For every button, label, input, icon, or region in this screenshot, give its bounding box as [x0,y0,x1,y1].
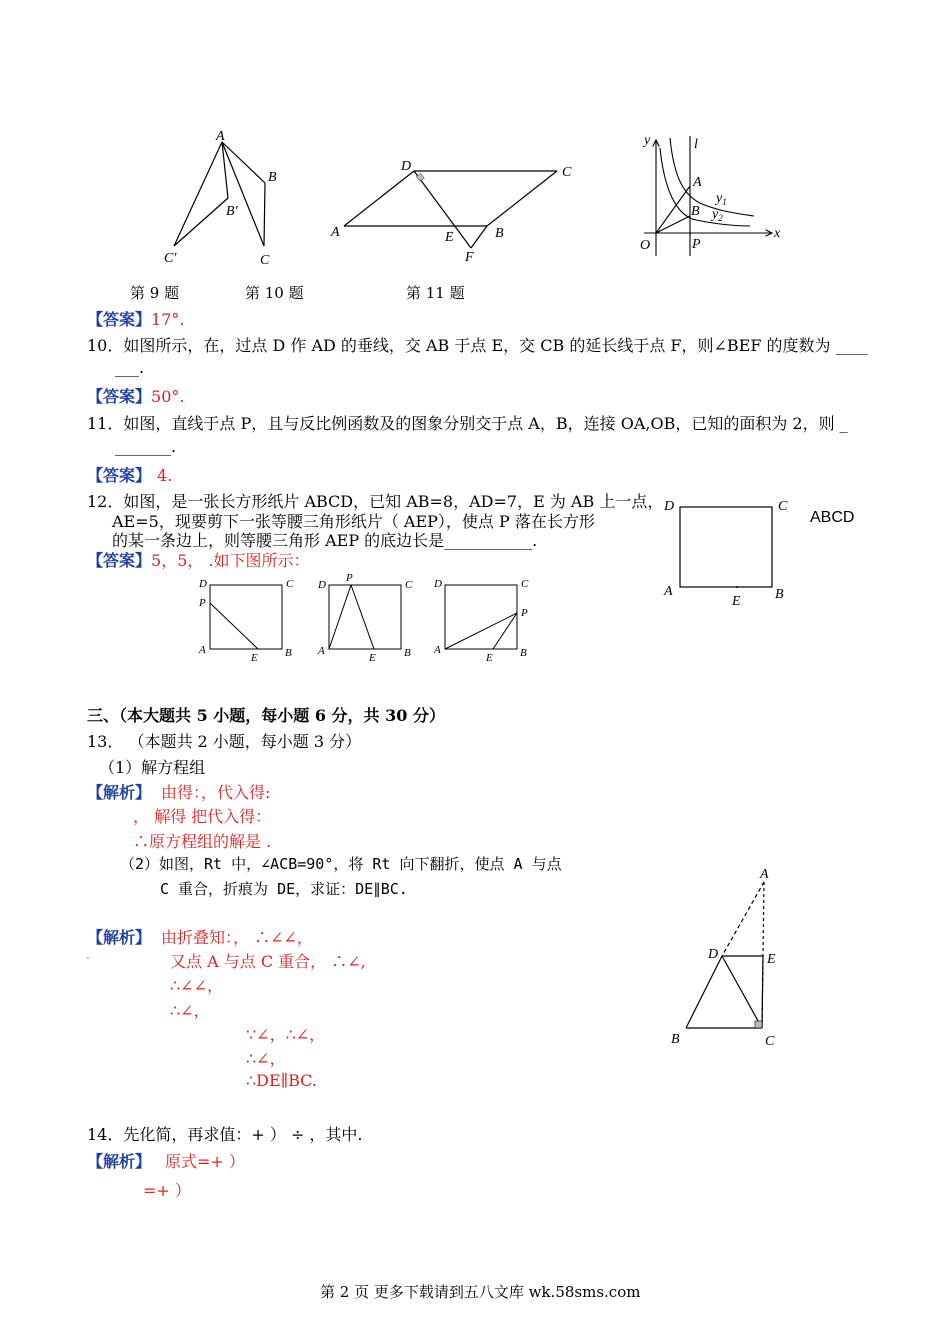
f3-label-A: A [434,644,441,656]
answer-q9-value: 17°. [151,310,185,329]
f2-label-C: C [405,579,413,591]
question-12-line3: 的某一条边上，则等腰三角形 AEP 的底边长是___________. [112,531,538,550]
f2-label-P: P [346,572,353,584]
solution-13-2-line6: ∴∠， [246,1049,286,1068]
answer-q9 [87,307,184,330]
analysis-tag: 【解析】 [87,1152,152,1171]
question-12-line2: AE=5，现要剪下一张等腰三角形纸片（ AEP），使点 P 落在长方形 [112,512,595,531]
answer-tag: 【答案】 [87,310,152,329]
fig12-label-C: C [778,499,788,514]
solution-13-1-line2: ， 解得 把代入得： [133,807,272,826]
fig11-label-l: l [694,137,698,152]
f1-label-P: P [199,597,206,609]
fig13-label-A: A [760,867,769,882]
fig10-label-A: A [331,225,340,240]
question-14: 14．先化简，再求值：+ ） ÷ ，其中. [87,1125,363,1144]
f2-label-A: A [318,645,325,657]
figure-q9 [150,128,290,273]
f1-label-D: D [199,578,207,590]
fig11-label-P: P [692,237,701,252]
answer-q12 [87,548,310,571]
answer-q10-value: 50°. [151,387,185,406]
f1-label-C: C [286,578,294,590]
f3-label-D: D [434,578,442,590]
fig11-label-B: B [691,204,700,219]
caption-q11: 第 11 题 [406,284,465,302]
fig13-label-D: D [708,947,719,962]
solution-13-2-line3: ∴∠∠， [170,976,223,995]
f2-label-D: D [318,579,326,591]
fig12-label-D: D [664,499,675,514]
fig11-label-x: x [774,226,781,241]
solution-13-2-text1: 由折叠知：， ∴∠∠， [161,928,313,947]
section-3-title: 三、（本大题共 5 小题，每小题 6 分，共 30 分） [87,706,445,725]
question-12-side-label: ABCD [810,509,855,526]
fig9-label-B: B [268,170,277,185]
solution-13-2-line2: 又点 A 与点 C 重合， ∴∠, [170,952,366,971]
answer-q12-figure-2 [315,570,420,665]
fig11-label-O: O [640,238,651,253]
fig9-label-Bp: B′ [226,204,238,219]
question-11-cont: _______. [115,437,177,456]
f1-label-A: A [199,644,206,656]
question-11: 11．如图，直线于点 P，且与反比例函数及的图象分别交于点 A，B，连接 OA,OB，已知的面积为 2，则 _ [87,414,848,433]
fig12-label-A: A [664,584,673,599]
question-10-cont: ___. [115,358,145,377]
fig10-label-C: C [562,165,572,180]
answer-q12-value: 5，5， .如下图所示： [151,551,310,570]
fig10-label-E: E [445,230,454,245]
figure-q10 [326,152,586,267]
answer-q11-value: 4. [157,466,173,485]
f2-label-E: E [369,652,376,664]
fig9-label-Cp: C′ [164,251,177,266]
page-footer: 第 2 页 更多下载请到五八文库 wk.58sms.com [320,1283,641,1301]
fig11-label-A: A [693,175,702,190]
figure-q12 [660,492,795,612]
stray-dot: . [86,948,90,962]
solution-13-2-line7: ∴DE∥BC. [246,1071,317,1090]
figure-q13 [664,860,794,1055]
solution-13-2-line4: ∴∠， [170,1001,210,1020]
answer-q12-figure-3 [431,573,536,665]
question-13-part2-line1: （2）如图，Rt 中，∠ACB=90°，将 Rt 向下翻折，使点 A 与点 [120,855,562,873]
solution-13-1-text1: 由得：，代入得: [161,783,271,802]
fig10-label-D: D [401,159,412,174]
fig13-label-E: E [767,952,776,967]
solution-14-line2: =+ ） [143,1181,191,1200]
fig10-label-B: B [495,226,504,241]
fig11-label-y2: $y_2$ [712,207,723,223]
solution-13-2-line1 [87,925,313,948]
answer-tag: 【答案】 [87,551,152,570]
answer-q11 [87,463,172,486]
answer-q12-figure-1 [196,573,301,665]
answer-tag: 【答案】 [87,466,152,485]
solution-13-1-line1 [87,780,270,803]
caption-q10: 第 10 题 [245,284,304,302]
fig12-label-B: B [775,587,784,602]
f1-label-B: B [285,647,292,659]
solution-13-2-line5: ∵∠，∴∠， [246,1025,326,1044]
fig9-label-C: C [260,253,270,268]
fig13-label-B: B [671,1032,680,1047]
caption-q9: 第 9 题 [130,284,180,302]
question-13-part1: （1）解方程组 [99,758,206,777]
solution-14-text1: 原式=+ ） [165,1152,245,1171]
question-12-line1: 12．如图，是一张长方形纸片 ABCD，已知 AB=8，AD=7，E 为 AB 上一点， [87,492,664,511]
fig9-label-A: A [216,129,225,144]
f3-label-E: E [486,652,493,664]
answer-q10 [87,384,184,407]
fig11-label-y1: $y_1$ [716,191,727,207]
question-13-part2-line2: C 重合，折痕为 DE，求证：DE∥BC. [160,880,408,898]
analysis-tag: 【解析】 [87,783,152,802]
f3-label-B: B [520,647,527,659]
figure-q11 [636,128,788,258]
fig12-label-E: E [732,594,741,609]
fig10-label-F: F [465,250,474,265]
fig11-label-y: y [644,133,651,148]
f3-label-P: P [521,607,528,619]
question-10: 10．如图所示，在，过点 D 作 AD 的垂线，交 AB 于点 E，交 CB 的延长线于点 F，则∠BEF 的度数为 ____ [87,336,868,355]
f1-label-E: E [251,652,258,664]
fig13-label-C: C [765,1034,775,1049]
answer-tag: 【答案】 [87,387,152,406]
question-13-head: 13． （本题共 2 小题，每小题 3 分） [87,732,362,751]
solution-14-line1 [87,1149,245,1172]
f2-label-B: B [404,647,411,659]
f3-label-C: C [521,578,529,590]
analysis-tag: 【解析】 [87,928,152,947]
solution-13-1-line3: ∴原方程组的解是 . [133,832,272,851]
